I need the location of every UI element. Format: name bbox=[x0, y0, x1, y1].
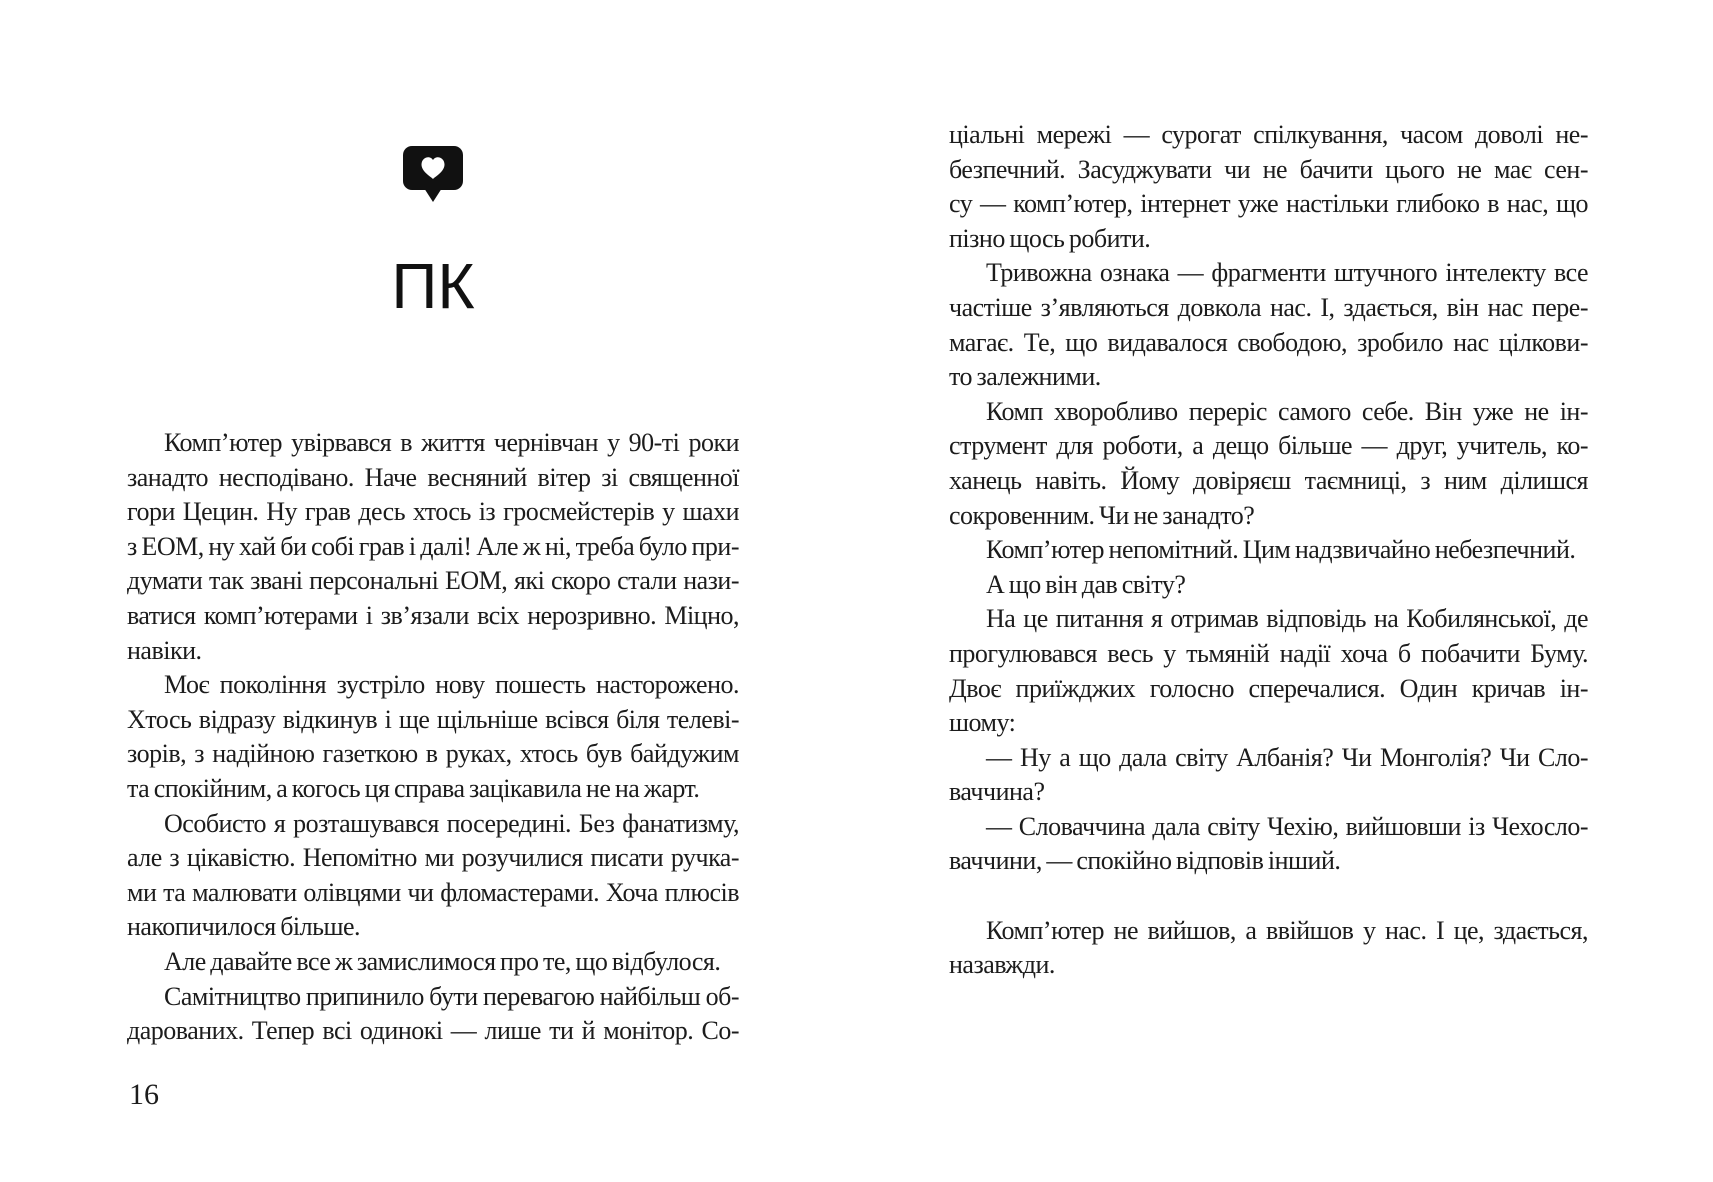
text-line: Особисто я розташувався посередині. Без фанатизму, bbox=[164, 808, 739, 838]
text-line: то залежними. bbox=[949, 362, 1101, 392]
text-line: А що він дав світу? bbox=[986, 569, 1186, 599]
text-line: магає. Те, що видавалося свободою, зробило нас цілкови- bbox=[949, 327, 1588, 357]
text-line: занадто несподівано. Наче весняний вітер зі священної bbox=[127, 462, 739, 492]
text-line: — Словаччина дала світу Чехію, вийшовши із Чехосло- bbox=[986, 811, 1588, 841]
text-line: Але давайте все ж замислимося про те, що відбулося. bbox=[164, 946, 721, 976]
text-line: дарованих. Тепер всі одинокі — лише ти й монітор. Со- bbox=[127, 1016, 739, 1046]
chapter-title: ПК bbox=[391, 250, 475, 322]
text-line: Хтось відразу відкинув і ще щільніше всівся біля телеві- bbox=[127, 704, 739, 734]
text-line: та спокійним, а когось ця справа зацікавила не на жарт. bbox=[127, 773, 700, 803]
text-line: думати так звані персональні ЕОМ, які скоро стали нази- bbox=[127, 566, 739, 596]
text-line: сокровенним. Чи не занадто? bbox=[949, 500, 1255, 530]
left-page-text bbox=[127, 426, 739, 1049]
message-heart-icon bbox=[403, 146, 463, 202]
text-line: накопичилося більше. bbox=[127, 912, 361, 942]
text-line: Комп’ютер увірвався в життя чернівчан у 90-ті роки bbox=[164, 428, 739, 457]
text-line: з ЕОМ, ну хай би собі грав і далі! Але ж ні, треба було при- bbox=[127, 531, 739, 561]
text-line: ватися комп’ютерами і зв’язали всіх нерозривно. Міцно, bbox=[127, 600, 739, 630]
text-line: ваччини, — спокійно відповів інший. bbox=[949, 846, 1341, 876]
text-line: пізно щось робити. bbox=[949, 223, 1151, 253]
text-line: частіше з’являються довкола нас. І, здається, він нас пере- bbox=[949, 292, 1588, 322]
text-line: шому: bbox=[949, 708, 1016, 738]
text-line: су — комп’ютер, інтернет уже настільки глибоко в нас, що bbox=[949, 189, 1588, 219]
text-line: Комп хворобливо переріс самого себе. Він уже не ін- bbox=[986, 396, 1588, 426]
text-line: ми та малювати олівцями чи фломастерами. Хоча плюсів bbox=[127, 877, 739, 907]
text-line: Самітництво припинило бути перевагою найбільш об- bbox=[164, 981, 739, 1011]
paragraph-gap bbox=[949, 879, 1588, 914]
text-line: безпечний. Засуджувати чи не бачити цього не має сен- bbox=[949, 154, 1588, 184]
text-line: ціальні мережі — сурогат спілкування, часом доволі не- bbox=[949, 120, 1588, 149]
right-page-text bbox=[949, 118, 1588, 983]
text-line: назавжди. bbox=[949, 950, 1055, 980]
page-number: 16 bbox=[129, 1078, 159, 1111]
text-line: навіки. bbox=[127, 635, 202, 665]
text-line: ханець навіть. Йому довіряєш таємниці, з ним ділишся bbox=[949, 465, 1588, 495]
text-line: ваччина? bbox=[949, 777, 1045, 807]
text-line: Тривожна ознака — фрагменти штучного інтелекту все bbox=[986, 258, 1588, 288]
text-line: Комп’ютер не вийшов, а ввійшов у нас. І це, здається, bbox=[986, 915, 1588, 945]
text-line: гори Цецин. Ну грав десь хтось із гросмейстерів у шахи bbox=[127, 497, 739, 527]
text-line: — Ну а що дала світу Албанія? Чи Монголія? Чи Сло- bbox=[986, 742, 1588, 772]
text-line: Двоє приїжджих голосно сперечалися. Один кричав ін- bbox=[949, 673, 1588, 703]
text-line: але з цікавістю. Непомітно ми розучилися писати ручка- bbox=[127, 843, 739, 873]
text-line: струмент для роботи, а дещо більше — друг, учитель, ко- bbox=[949, 431, 1588, 461]
text-line: Комп’ютер непомітний. Цим надзвичайно небезпечний. bbox=[986, 535, 1576, 565]
text-line: прогулювався весь у тьмяній надії хоча б побачити Буму. bbox=[949, 638, 1588, 668]
text-line: Моє покоління зустріло нову пошесть насторожено. bbox=[164, 670, 739, 700]
text-line: На це питання я отримав відповідь на Кобилянської, де bbox=[986, 604, 1588, 634]
text-line: зорів, з надійною газеткою в руках, хтось був байдужим bbox=[127, 739, 739, 769]
